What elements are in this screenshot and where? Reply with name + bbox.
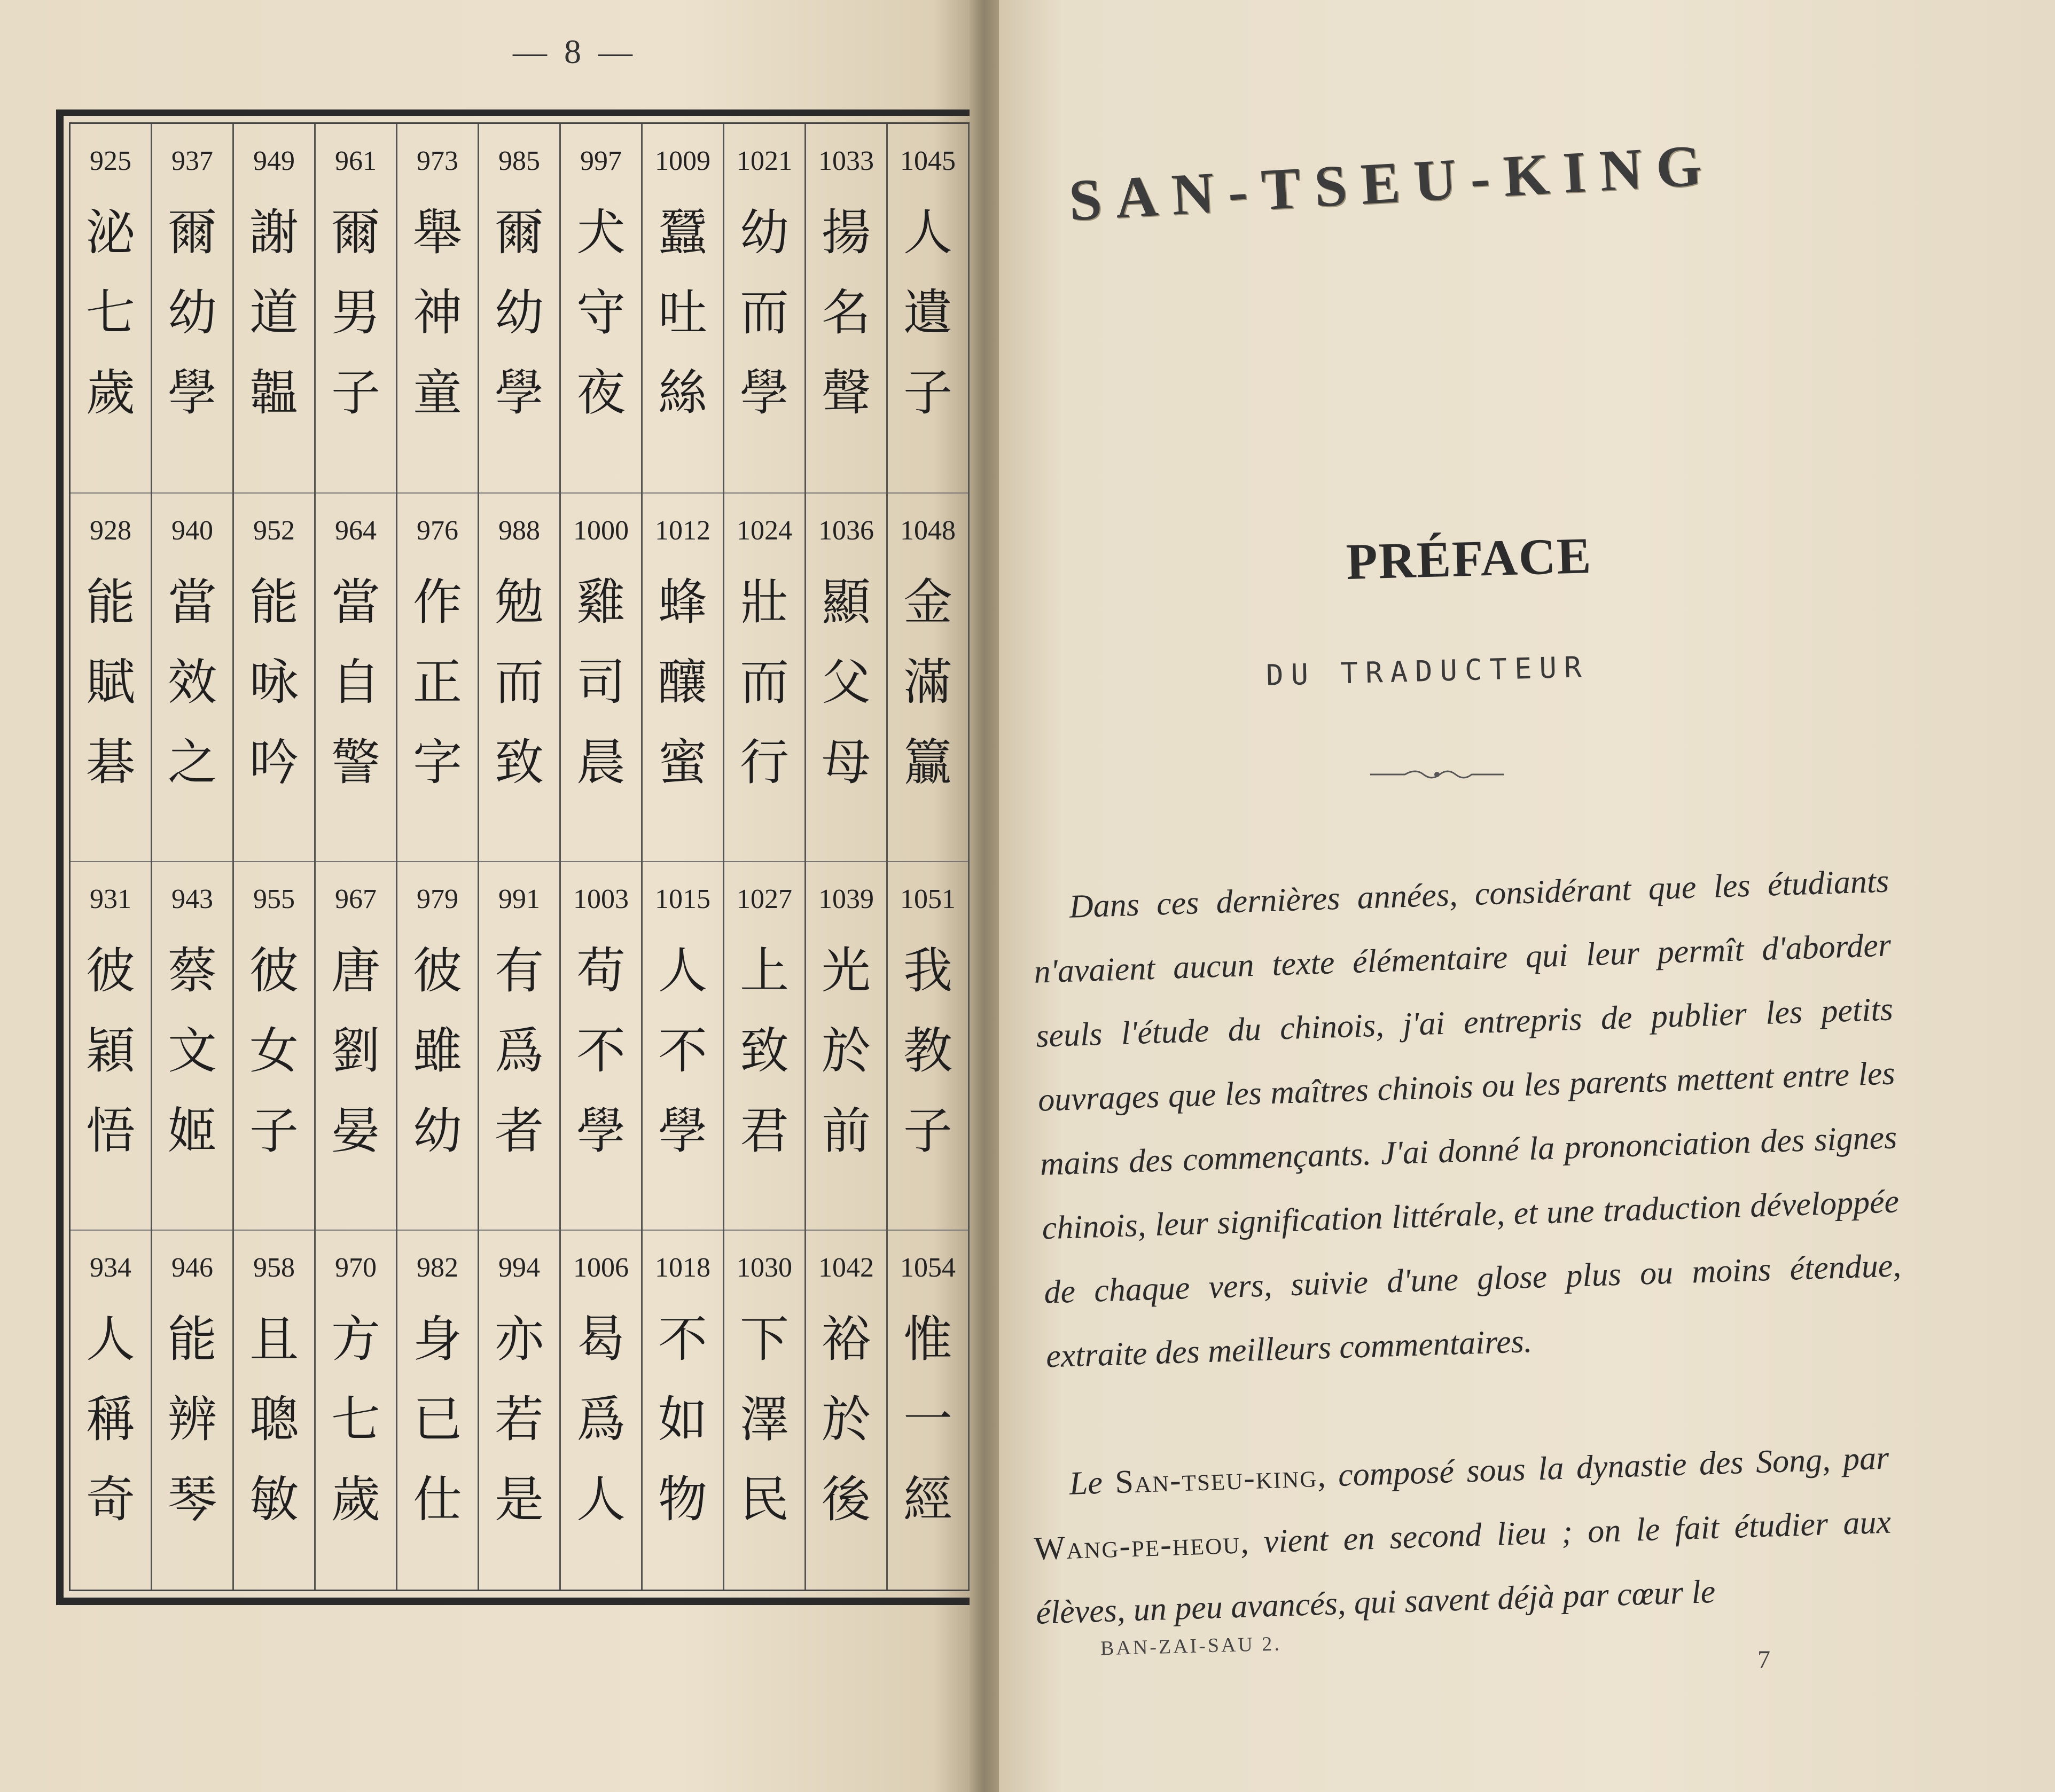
table-cell <box>152 861 232 1230</box>
table-cell <box>479 492 559 861</box>
verse-characters: 不如物 <box>658 1311 707 1528</box>
verse-characters: 顯父母 <box>821 574 871 791</box>
book-title: SAN-TSEU-KING <box>1067 131 1717 233</box>
table-cell <box>397 124 478 492</box>
verse-number: 949 <box>253 146 295 176</box>
verse-number: 931 <box>90 884 131 914</box>
verse-characters: 犬守夜 <box>576 204 626 421</box>
verse-number: 988 <box>498 515 540 546</box>
verse-number: 1000 <box>573 515 629 546</box>
verse-number: 1006 <box>573 1253 629 1283</box>
verse-characters: 彼穎悟 <box>85 942 135 1160</box>
verse-characters: 苟不學 <box>576 942 626 1160</box>
verse-characters: 能賦碁 <box>85 574 135 791</box>
table-cell <box>561 492 641 861</box>
table-cell <box>71 861 151 1230</box>
verse-number: 946 <box>171 1253 213 1283</box>
verse-characters: 謝道韞 <box>249 204 299 421</box>
verse-number: 1042 <box>818 1253 874 1283</box>
verse-number: 940 <box>171 515 213 546</box>
verse-number: 967 <box>335 884 377 914</box>
verse-number: 1033 <box>818 146 874 176</box>
table-cell <box>316 1230 396 1598</box>
table-cell <box>152 1230 232 1598</box>
table-cell <box>397 1230 478 1598</box>
table-cell <box>397 861 478 1230</box>
table-cell <box>316 492 396 861</box>
verse-number: 1009 <box>655 146 710 176</box>
verse-number: 994 <box>498 1253 540 1283</box>
verse-characters: 身已仕 <box>412 1311 462 1528</box>
table-column <box>724 124 806 1590</box>
verse-characters: 當效之 <box>167 574 217 791</box>
table-cell <box>724 492 804 861</box>
verse-characters: 能辨琴 <box>167 1311 217 1528</box>
verse-number: 976 <box>417 515 458 546</box>
table-column <box>806 124 888 1590</box>
verse-characters: 舉神童 <box>412 204 462 421</box>
verse-number: 955 <box>253 884 295 914</box>
table-column <box>479 124 561 1590</box>
verse-characters: 彼雖幼 <box>412 942 462 1160</box>
preface-subheading: DU TRADUCTEUR <box>1265 650 1590 692</box>
verse-characters: 有爲者 <box>494 942 544 1160</box>
verse-characters: 曷爲人 <box>576 1311 626 1528</box>
table-column <box>71 124 152 1590</box>
preface-paragraph-1: Dans ces dernières années, considérant que les étudiants n'avaient aucun texte élémentaire qui leur permît d'aborder seuls l'étude du chinois, j'ai entrepris de publier les petits ouvrages que les maîtres chinois ou les parents mettent entre les mains des commençants. J'ai donné la prononciation des signes chinois, leur signification littérale, et une traduction développée de chaque vers, suivie d'une glose plus ou moins étendue, extraite des meilleurs commentaires. <box>1033 863 1902 1375</box>
verse-characters: 蔡文姬 <box>167 942 217 1160</box>
table-cell <box>152 492 232 861</box>
verse-characters: 爾幼學 <box>494 204 544 421</box>
table-cell <box>888 861 968 1230</box>
verse-number: 997 <box>580 146 622 176</box>
verse-characters: 下澤民 <box>739 1311 789 1528</box>
verse-number: 1054 <box>900 1253 956 1283</box>
table-cell <box>806 1230 886 1598</box>
verse-number: 964 <box>335 515 377 546</box>
verse-characters: 蠶吐絲 <box>658 204 707 421</box>
table-cell <box>234 861 314 1230</box>
verse-characters: 光於前 <box>821 942 871 1160</box>
verse-number: 952 <box>253 515 295 546</box>
verse-characters: 壯而行 <box>739 574 789 791</box>
page-number-bottom: 7 <box>1757 1646 1770 1674</box>
verse-characters: 人稱奇 <box>85 1311 135 1528</box>
preface-paragraph-2 <box>1031 1426 1894 1645</box>
table-cell <box>561 124 641 492</box>
preface-heading: PRÉFACE <box>1345 526 1593 591</box>
table-cell <box>888 1230 968 1598</box>
table-cell <box>643 1230 723 1598</box>
table-cell <box>724 861 804 1230</box>
table-cell <box>643 124 723 492</box>
table-cell <box>806 124 886 492</box>
verse-number: 1018 <box>655 1253 710 1283</box>
table-column <box>397 124 479 1590</box>
verse-characters: 爾男子 <box>331 204 380 421</box>
verse-number: 961 <box>335 146 377 176</box>
paragraph-2-mid: , composé sous la dynastie des Song, par <box>1316 1439 1890 1494</box>
verse-number: 1021 <box>737 146 792 176</box>
verse-characters: 蜂釀蜜 <box>658 574 707 791</box>
verse-characters: 亦若是 <box>494 1311 544 1528</box>
verse-number: 985 <box>498 146 540 176</box>
verse-number: 1012 <box>655 515 710 546</box>
table-cell <box>806 492 886 861</box>
verse-characters: 當自警 <box>331 574 380 791</box>
table-cell <box>643 492 723 861</box>
table-column <box>888 124 970 1590</box>
paragraph-2-end: , vient en second lieu ; on le fait étudier aux élèves, un peu avancés, qui savent déjà par cœur le <box>1035 1504 1892 1631</box>
verse-number: 1051 <box>900 884 956 914</box>
verse-characters: 勉而致 <box>494 574 544 791</box>
verse-number: 979 <box>417 884 458 914</box>
table-cell <box>806 861 886 1230</box>
verse-number: 1030 <box>737 1253 792 1283</box>
table-cell <box>561 1230 641 1598</box>
table-column <box>643 124 724 1590</box>
table-cell <box>316 861 396 1230</box>
book-gutter <box>970 0 1002 1792</box>
table-cell <box>234 1230 314 1598</box>
verse-characters: 作正字 <box>412 574 462 791</box>
verse-number: 982 <box>417 1253 458 1283</box>
verse-characters: 唐劉晏 <box>331 942 380 1160</box>
character-table <box>56 109 980 1605</box>
verse-number: 1048 <box>900 515 956 546</box>
table-cell <box>888 492 968 861</box>
table-cell <box>561 861 641 1230</box>
verse-number: 973 <box>417 146 458 176</box>
verse-characters: 金滿籯 <box>903 574 952 791</box>
table-cell <box>643 861 723 1230</box>
table-column <box>561 124 643 1590</box>
table-cell <box>479 861 559 1230</box>
table-cell <box>724 124 804 492</box>
verse-characters: 上致君 <box>739 942 789 1160</box>
verse-number: 925 <box>90 146 131 176</box>
verse-number: 1045 <box>900 146 956 176</box>
table-cell <box>71 124 151 492</box>
table-cell <box>234 492 314 861</box>
title-smallcaps: San-tseu-king <box>1114 1458 1318 1501</box>
table-cell <box>152 124 232 492</box>
verse-characters: 雞司晨 <box>576 574 626 791</box>
ornament-divider <box>1368 764 1506 785</box>
verse-characters: 裕於後 <box>821 1311 871 1528</box>
verse-number: 937 <box>171 146 213 176</box>
author-smallcaps: Wang-pe-heou <box>1033 1524 1241 1567</box>
verse-number: 1003 <box>573 884 629 914</box>
verse-number: 1024 <box>737 515 792 546</box>
verse-number: 1039 <box>818 884 874 914</box>
verse-characters: 彼女子 <box>249 942 299 1160</box>
verse-characters: 人遺子 <box>903 204 952 421</box>
verse-number: 970 <box>335 1253 377 1283</box>
left-page <box>0 0 972 1792</box>
verse-characters: 惟一經 <box>903 1311 952 1528</box>
verse-characters: 人不學 <box>658 942 707 1160</box>
verse-number: 943 <box>171 884 213 914</box>
table-cell <box>724 1230 804 1598</box>
table-cell <box>316 124 396 492</box>
table-column <box>234 124 316 1590</box>
verse-number: 1027 <box>737 884 792 914</box>
table-cell <box>234 124 314 492</box>
page-number-top: — 8 — <box>513 33 637 71</box>
verse-characters: 爾幼學 <box>167 204 217 421</box>
table-column <box>316 124 397 1590</box>
verse-number: 928 <box>90 515 131 546</box>
printer-signature: BAN-ZAI-SAU 2. <box>1100 1632 1282 1660</box>
table-cell <box>888 124 968 492</box>
verse-number: 958 <box>253 1253 295 1283</box>
verse-characters: 能咏吟 <box>249 574 299 791</box>
verse-number: 934 <box>90 1253 131 1283</box>
table-cell <box>479 124 559 492</box>
table-cell <box>479 1230 559 1598</box>
table-cell <box>71 1230 151 1598</box>
table-column <box>152 124 234 1590</box>
verse-characters: 泌七歲 <box>85 204 135 421</box>
table-cell <box>397 492 478 861</box>
verse-number: 991 <box>498 884 540 914</box>
verse-characters: 且聰敏 <box>249 1311 299 1528</box>
verse-number: 1036 <box>818 515 874 546</box>
character-table-inner <box>69 122 980 1591</box>
table-cell <box>71 492 151 861</box>
verse-characters: 幼而學 <box>739 204 789 421</box>
verse-number: 1015 <box>655 884 710 914</box>
verse-characters: 方七歲 <box>331 1311 380 1528</box>
verse-characters: 揚名聲 <box>821 204 871 421</box>
paragraph-2-start: Le <box>1068 1464 1116 1502</box>
verse-characters: 我教子 <box>903 942 952 1160</box>
